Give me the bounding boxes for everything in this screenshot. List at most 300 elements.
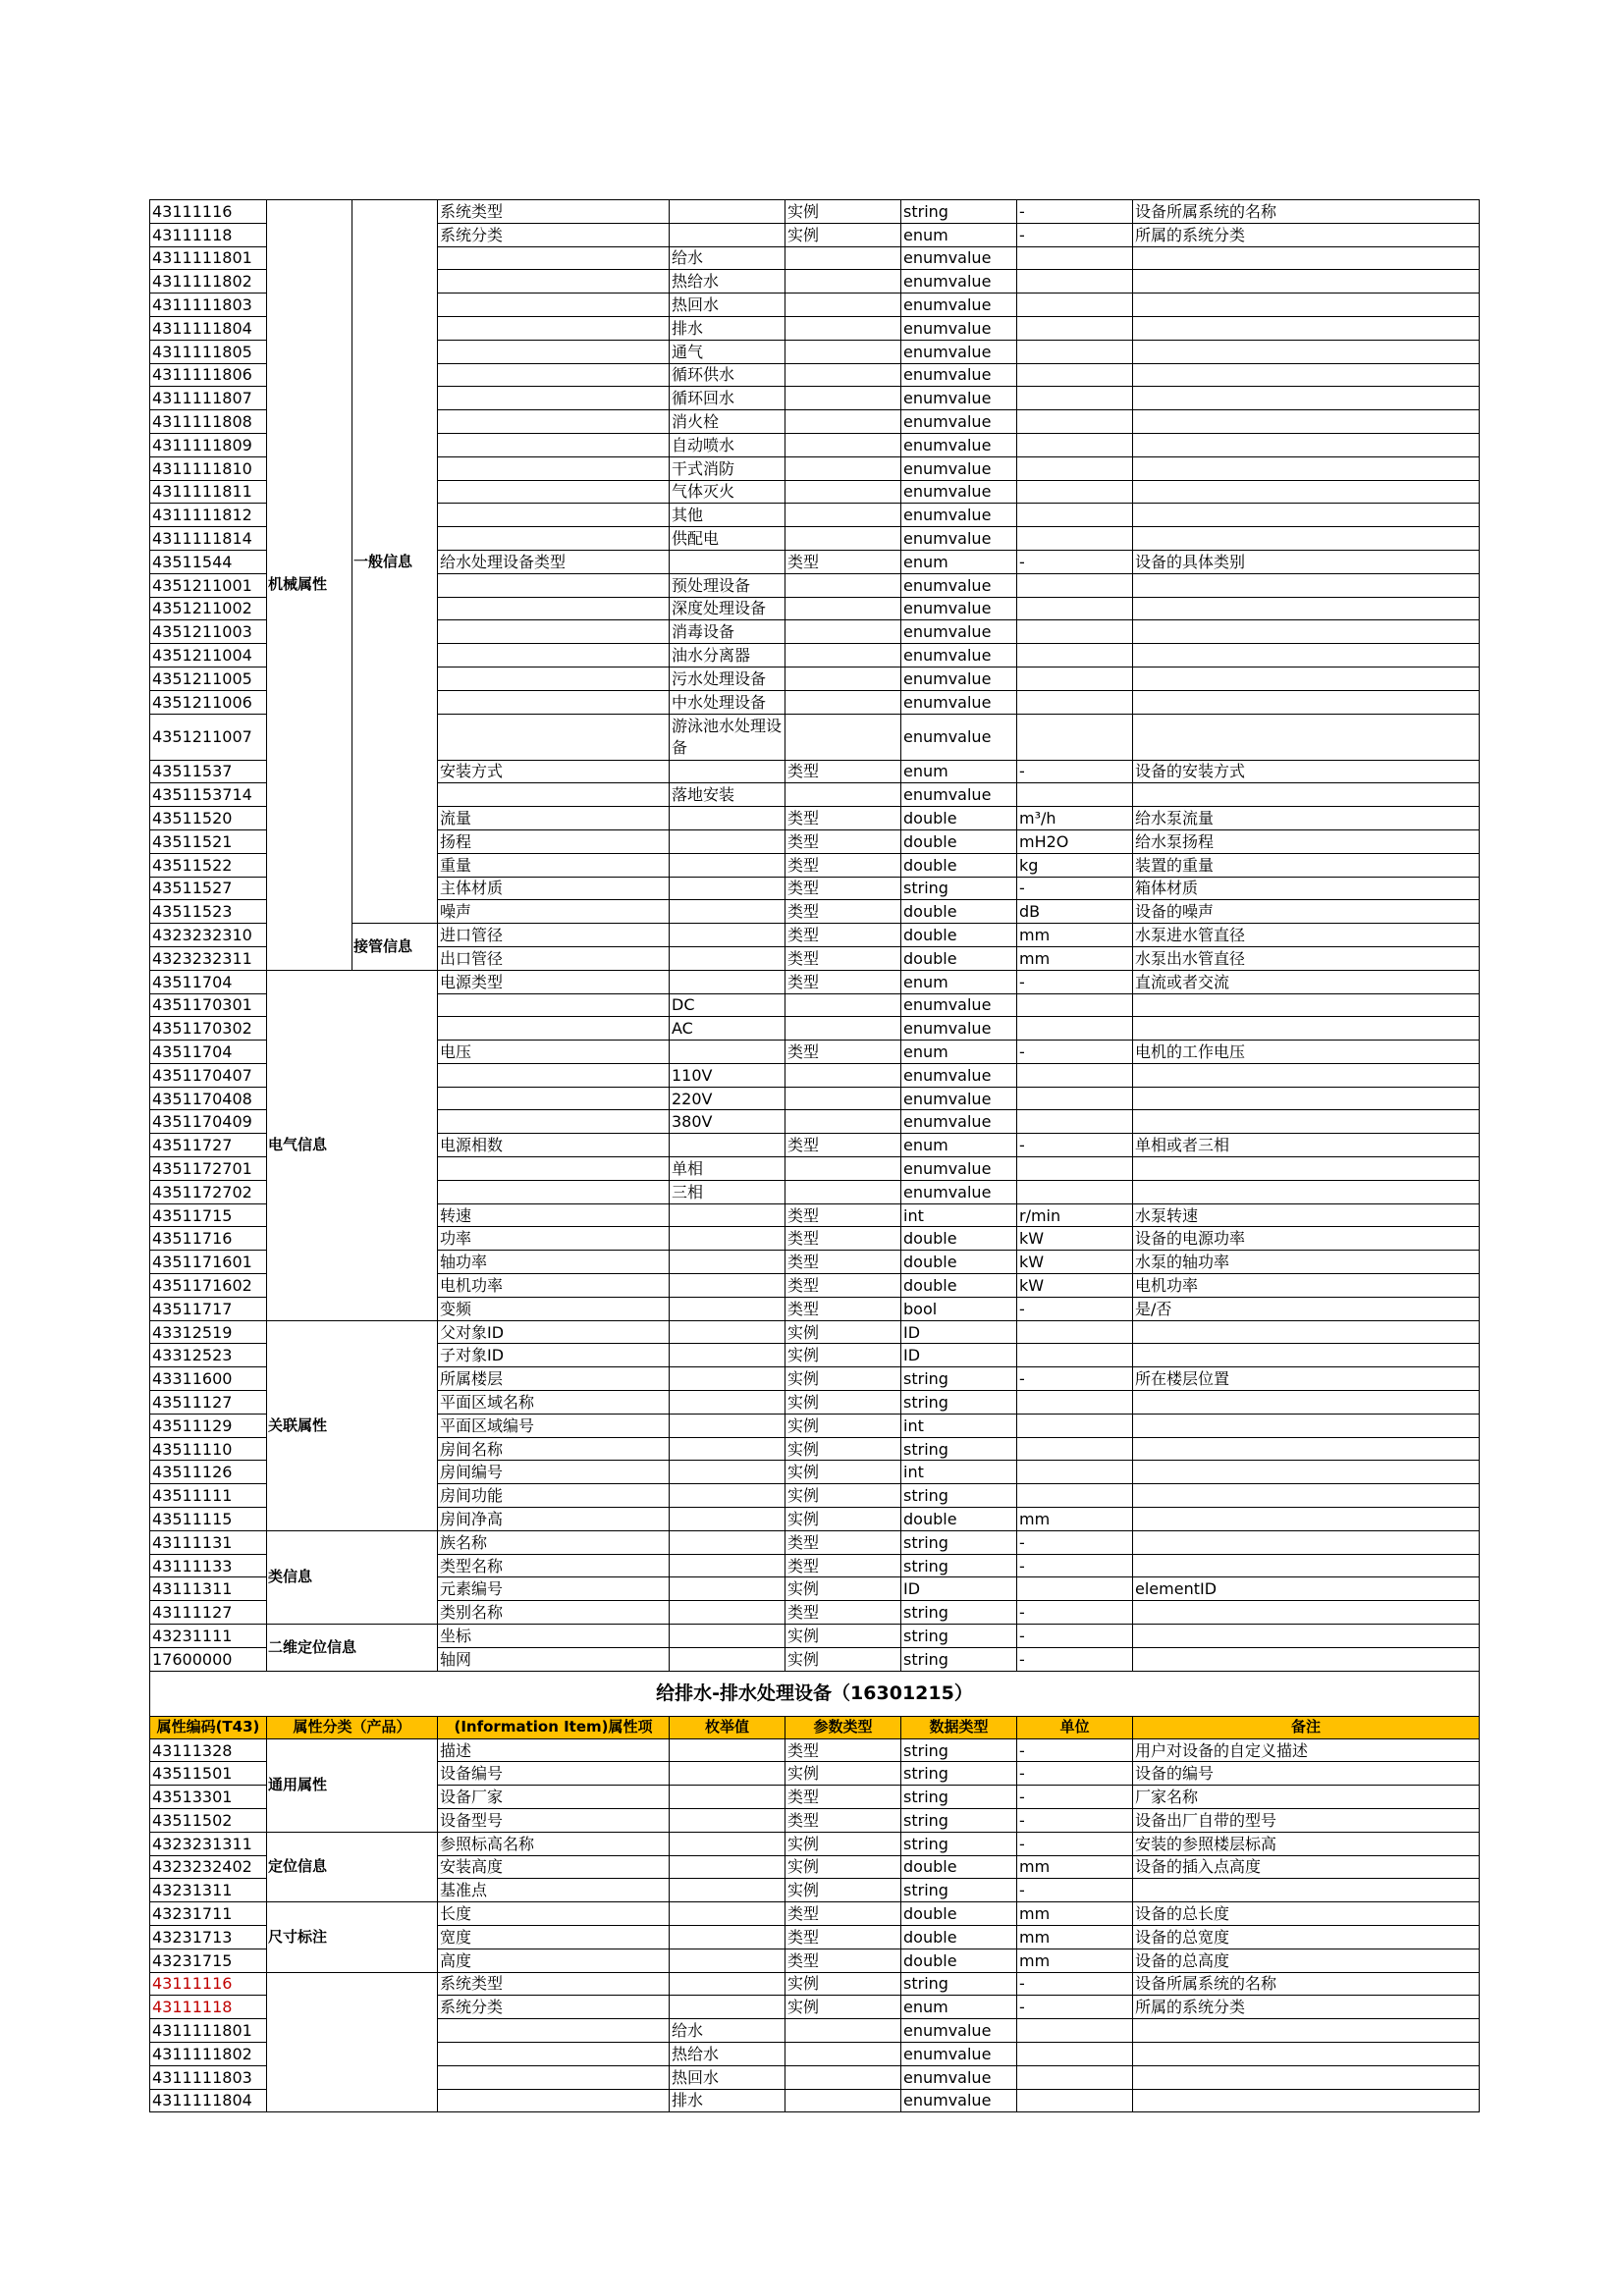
enum-value [670,1391,785,1415]
data-type: double [901,946,1017,970]
note [1133,456,1480,480]
note [1133,340,1480,363]
attr-item: 电源相数 [438,1134,670,1157]
note [1133,246,1480,270]
attr-item: 类型名称 [438,1554,670,1577]
attr-code: 43511715 [150,1203,267,1227]
data-type: string [901,1625,1017,1648]
note: 电机功率 [1133,1274,1480,1298]
data-type: double [901,900,1017,924]
unit [1017,340,1133,363]
note: 单相或者三相 [1133,1134,1480,1157]
attr-code: 43511127 [150,1391,267,1415]
enum-value: 通气 [670,340,785,363]
unit: - [1017,1762,1133,1786]
attr-code: 43231713 [150,1925,267,1949]
unit [1017,1017,1133,1041]
attr-code: 43511501 [150,1762,267,1786]
data-type: enumvalue [901,2089,1017,2112]
attr-code: 4351170408 [150,1087,267,1110]
param-type: 类型 [785,970,901,993]
data-type: double [901,924,1017,947]
param-type [785,714,901,760]
data-type: enum [901,223,1017,246]
data-type: enumvalue [901,667,1017,690]
unit [1017,1461,1133,1484]
attr-item: 系统类型 [438,1972,670,1996]
data-type: enumvalue [901,1157,1017,1181]
note: 水泵进水管直径 [1133,924,1480,947]
param-type: 实例 [785,200,901,224]
enum-value [670,1484,785,1508]
unit [1017,1577,1133,1601]
attr-code: 43231711 [150,1902,267,1926]
enum-value: 油水分离器 [670,644,785,667]
attr-code: 4323232311 [150,946,267,970]
enum-value: AC [670,1017,785,1041]
unit: mH2O [1017,829,1133,853]
param-type [785,597,901,620]
data-type: enumvalue [901,714,1017,760]
section-row [150,1671,1480,1716]
enum-value [670,1530,785,1554]
data-type: int [901,1461,1017,1484]
enum-value: 循环供水 [670,363,785,387]
param-type: 类型 [785,1738,901,1762]
note: 是/否 [1133,1297,1480,1320]
attr-item: 房间名称 [438,1437,670,1461]
note: 给水泵流量 [1133,807,1480,830]
attr-item: 坐标 [438,1625,670,1648]
enum-value [670,1809,785,1833]
data-type: enumvalue [901,690,1017,714]
attr-item: 给水处理设备类型 [438,550,670,573]
enum-value [670,853,785,877]
note: 给水泵扬程 [1133,829,1480,853]
note: 电机的工作电压 [1133,1041,1480,1064]
note [1133,690,1480,714]
enum-value [670,1251,785,1274]
attr-code: 43511126 [150,1461,267,1484]
unit: - [1017,760,1133,783]
enum-value: DC [670,993,785,1017]
note [1133,1320,1480,1344]
attr-code: 4351211001 [150,573,267,597]
attr-item: 出口管径 [438,946,670,970]
attr-code: 43111127 [150,1601,267,1625]
attr-item: 安装高度 [438,1855,670,1879]
note [1133,363,1480,387]
attr-code: 43511716 [150,1227,267,1251]
attr-code: 43111311 [150,1577,267,1601]
unit: - [1017,223,1133,246]
param-type: 实例 [785,1832,901,1855]
attr-item [438,363,670,387]
group-label: 尺寸标注 [267,1902,438,1972]
attribute-table [149,199,1480,2112]
unit [1017,433,1133,456]
param-type: 实例 [785,1972,901,1996]
enum-value [670,807,785,830]
param-type: 类型 [785,1041,901,1064]
data-type: enumvalue [901,410,1017,434]
param-type: 类型 [785,1925,901,1949]
unit: mm [1017,1508,1133,1531]
attr-item [438,783,670,807]
data-type: int [901,1414,1017,1437]
attr-code: 4311111802 [150,270,267,294]
note [1133,1344,1480,1367]
attr-code: 4323232310 [150,924,267,947]
enum-value [670,1203,785,1227]
enum-value [670,1461,785,1484]
attr-code: 43511717 [150,1297,267,1320]
note: 设备的总高度 [1133,1949,1480,1972]
unit [1017,1180,1133,1203]
enum-value [670,1577,785,1601]
param-type [785,620,901,644]
attr-code: 4311111807 [150,387,267,410]
enum-value: 110V [670,1063,785,1087]
enum-value [670,970,785,993]
param-type: 类型 [785,1554,901,1577]
attr-item: 系统分类 [438,1996,670,2019]
attr-code: 43511129 [150,1414,267,1437]
attr-item: 安装方式 [438,760,670,783]
subgroup-label: 接管信息 [352,924,438,971]
attr-code: 4351170302 [150,1017,267,1041]
enum-value [670,1367,785,1391]
param-type: 类型 [785,550,901,573]
enum-value: 排水 [670,2089,785,2112]
note [1133,504,1480,527]
note: elementID [1133,1577,1480,1601]
note: 设备的安装方式 [1133,760,1480,783]
attr-item: 轴网 [438,1647,670,1671]
enum-value [670,1832,785,1855]
param-type: 类型 [785,807,901,830]
table-row [150,1738,1480,1762]
attr-code: 43312519 [150,1320,267,1344]
note [1133,1087,1480,1110]
enum-value: 消毒设备 [670,620,785,644]
unit: mm [1017,1902,1133,1926]
column-header: 枚举值 [670,1716,785,1738]
attr-code: 43111118 [150,1996,267,2019]
note: 安装的参照楼层标高 [1133,1832,1480,1855]
enum-value [670,1320,785,1344]
note: 设备所属系统的名称 [1133,1972,1480,1996]
param-type [785,644,901,667]
data-type: double [901,1227,1017,1251]
enum-value [670,1855,785,1879]
attr-code: 43312523 [150,1344,267,1367]
param-type: 类型 [785,1203,901,1227]
param-type: 实例 [785,1762,901,1786]
attr-code: 43511537 [150,760,267,783]
param-type: 类型 [785,877,901,900]
attr-code: 4311111808 [150,410,267,434]
data-type: enum [901,1996,1017,2019]
note [1133,1647,1480,1671]
attr-item: 平面区域编号 [438,1414,670,1437]
attr-code: 43511527 [150,877,267,900]
param-type: 类型 [785,760,901,783]
attr-code: 43511523 [150,900,267,924]
data-type: enumvalue [901,2019,1017,2043]
unit [1017,387,1133,410]
note: 设备的编号 [1133,1762,1480,1786]
table-row [150,1530,1480,1554]
note: 所在楼层位置 [1133,1367,1480,1391]
attr-code: 43111118 [150,223,267,246]
unit [1017,1063,1133,1087]
note [1133,1110,1480,1134]
enum-value: 预处理设备 [670,573,785,597]
header-row [150,1716,1480,1738]
unit: - [1017,1041,1133,1064]
param-type: 实例 [785,1414,901,1437]
unit: mm [1017,946,1133,970]
param-type: 实例 [785,1484,901,1508]
data-type: enumvalue [901,783,1017,807]
attr-item [438,714,670,760]
note: 水泵的轴功率 [1133,1251,1480,1274]
enum-value [670,1972,785,1996]
data-type: double [901,1274,1017,1298]
enum-value [670,1786,785,1809]
param-type: 类型 [785,1809,901,1833]
unit: m³/h [1017,807,1133,830]
attr-item: 族名称 [438,1530,670,1554]
column-header: 属性编码(T43) [150,1716,267,1738]
note: 设备的电源功率 [1133,1227,1480,1251]
unit: - [1017,1554,1133,1577]
attr-item [438,1017,670,1041]
note: 设备的总长度 [1133,1902,1480,1926]
note [1133,1157,1480,1181]
enum-value: 污水处理设备 [670,667,785,690]
data-type: enumvalue [901,433,1017,456]
note [1133,2019,1480,2043]
attr-code: 43511111 [150,1484,267,1508]
enum-value: 220V [670,1087,785,1110]
data-type: enum [901,760,1017,783]
attr-code: 4351211007 [150,714,267,760]
data-type: bool [901,1297,1017,1320]
attr-item: 主体材质 [438,877,670,900]
enum-value [670,1762,785,1786]
data-type: string [901,200,1017,224]
param-type: 类型 [785,1297,901,1320]
attr-item [438,504,670,527]
param-type: 实例 [785,1625,901,1648]
group-label: 定位信息 [267,1832,438,1901]
attr-item: 流量 [438,807,670,830]
enum-value: 排水 [670,316,785,340]
enum-value: 热回水 [670,294,785,317]
param-type: 实例 [785,1879,901,1902]
data-type: enumvalue [901,644,1017,667]
param-type [785,246,901,270]
param-type: 实例 [785,1996,901,2019]
data-type: string [901,1554,1017,1577]
data-type: enumvalue [901,573,1017,597]
note [1133,597,1480,620]
note [1133,270,1480,294]
param-type: 实例 [785,1367,901,1391]
note: 直流或者交流 [1133,970,1480,993]
note: 厂家名称 [1133,1786,1480,1809]
unit: - [1017,1601,1133,1625]
enum-value [670,829,785,853]
attr-item: 电源类型 [438,970,670,993]
attr-item [438,1063,670,1087]
note: 所属的系统分类 [1133,1996,1480,2019]
param-type: 类型 [785,1251,901,1274]
param-type: 类型 [785,1227,901,1251]
unit [1017,1110,1133,1134]
note [1133,620,1480,644]
data-type: enumvalue [901,993,1017,1017]
param-type [785,1157,901,1181]
attr-code: 43511520 [150,807,267,830]
data-type: double [901,829,1017,853]
unit [1017,2019,1133,2043]
data-type: string [901,1879,1017,1902]
table-row [150,1972,1480,1996]
attr-code: 43511115 [150,1508,267,1531]
attr-code: 4311111804 [150,316,267,340]
attr-item [438,246,670,270]
attr-item [438,1110,670,1134]
data-type: double [901,1902,1017,1926]
attr-code: 43511704 [150,1041,267,1064]
param-type [785,340,901,363]
unit [1017,783,1133,807]
param-type [785,363,901,387]
unit [1017,294,1133,317]
param-type [785,2065,901,2089]
note [1133,410,1480,434]
attr-item [438,387,670,410]
enum-value: 气体灭火 [670,480,785,504]
param-type [785,527,901,551]
attr-code: 4311111811 [150,480,267,504]
unit: kW [1017,1251,1133,1274]
param-type [785,316,901,340]
data-type: string [901,1601,1017,1625]
attr-code: 4311111806 [150,363,267,387]
param-type: 实例 [785,1647,901,1671]
attr-item [438,1180,670,1203]
unit: kW [1017,1227,1133,1251]
unit [1017,573,1133,597]
enum-value: 给水 [670,2019,785,2043]
note [1133,480,1480,504]
enum-value: 落地安装 [670,783,785,807]
param-type [785,504,901,527]
param-type [785,294,901,317]
attr-item: 电机功率 [438,1274,670,1298]
unit [1017,363,1133,387]
param-type: 类型 [785,1530,901,1554]
attr-code: 43511727 [150,1134,267,1157]
attr-code: 43511704 [150,970,267,993]
attr-item [438,2065,670,2089]
unit: - [1017,1832,1133,1855]
data-type: double [901,1925,1017,1949]
note [1133,993,1480,1017]
unit [1017,1391,1133,1415]
note [1133,433,1480,456]
enum-value [670,200,785,224]
param-type: 实例 [785,1391,901,1415]
attr-item: 变频 [438,1297,670,1320]
unit: mm [1017,1925,1133,1949]
attr-code: 43231311 [150,1879,267,1902]
attr-item [438,410,670,434]
attr-code: 43111116 [150,1972,267,1996]
attr-item [438,340,670,363]
unit: - [1017,1996,1133,2019]
attr-code: 43111133 [150,1554,267,1577]
enum-value [670,1414,785,1437]
data-type: enumvalue [901,456,1017,480]
param-type: 实例 [785,1320,901,1344]
data-type: double [901,853,1017,877]
enum-value [670,1601,785,1625]
unit: - [1017,1879,1133,1902]
unit: - [1017,1647,1133,1671]
unit [1017,714,1133,760]
attr-item: 子对象ID [438,1344,670,1367]
data-type: string [901,1832,1017,1855]
note [1133,714,1480,760]
attr-code: 4351170409 [150,1110,267,1134]
enum-value: 其他 [670,504,785,527]
param-type [785,667,901,690]
attr-item: 描述 [438,1738,670,1762]
param-type: 实例 [785,1437,901,1461]
attr-item: 重量 [438,853,670,877]
data-type: enumvalue [901,294,1017,317]
enum-value [670,924,785,947]
data-type: string [901,1391,1017,1415]
subgroup-label: 一般信息 [352,200,438,924]
table-row [150,1625,1480,1648]
data-type: enumvalue [901,1063,1017,1087]
unit [1017,270,1133,294]
attr-item: 参照标高名称 [438,1832,670,1855]
attr-item [438,2089,670,2112]
note [1133,1180,1480,1203]
data-type: ID [901,1577,1017,1601]
unit: - [1017,1530,1133,1554]
attr-code: 4311111805 [150,340,267,363]
group-label: 二维定位信息 [267,1625,438,1672]
attr-code: 43111131 [150,1530,267,1554]
attr-code: 4351170301 [150,993,267,1017]
attr-code: 4311111803 [150,2065,267,2089]
unit [1017,1437,1133,1461]
enum-value: 中水处理设备 [670,690,785,714]
group-label: 通用属性 [267,1738,438,1832]
param-type: 类型 [785,1134,901,1157]
attr-item: 系统分类 [438,223,670,246]
attr-code: 4351211005 [150,667,267,690]
note: 装置的重量 [1133,853,1480,877]
